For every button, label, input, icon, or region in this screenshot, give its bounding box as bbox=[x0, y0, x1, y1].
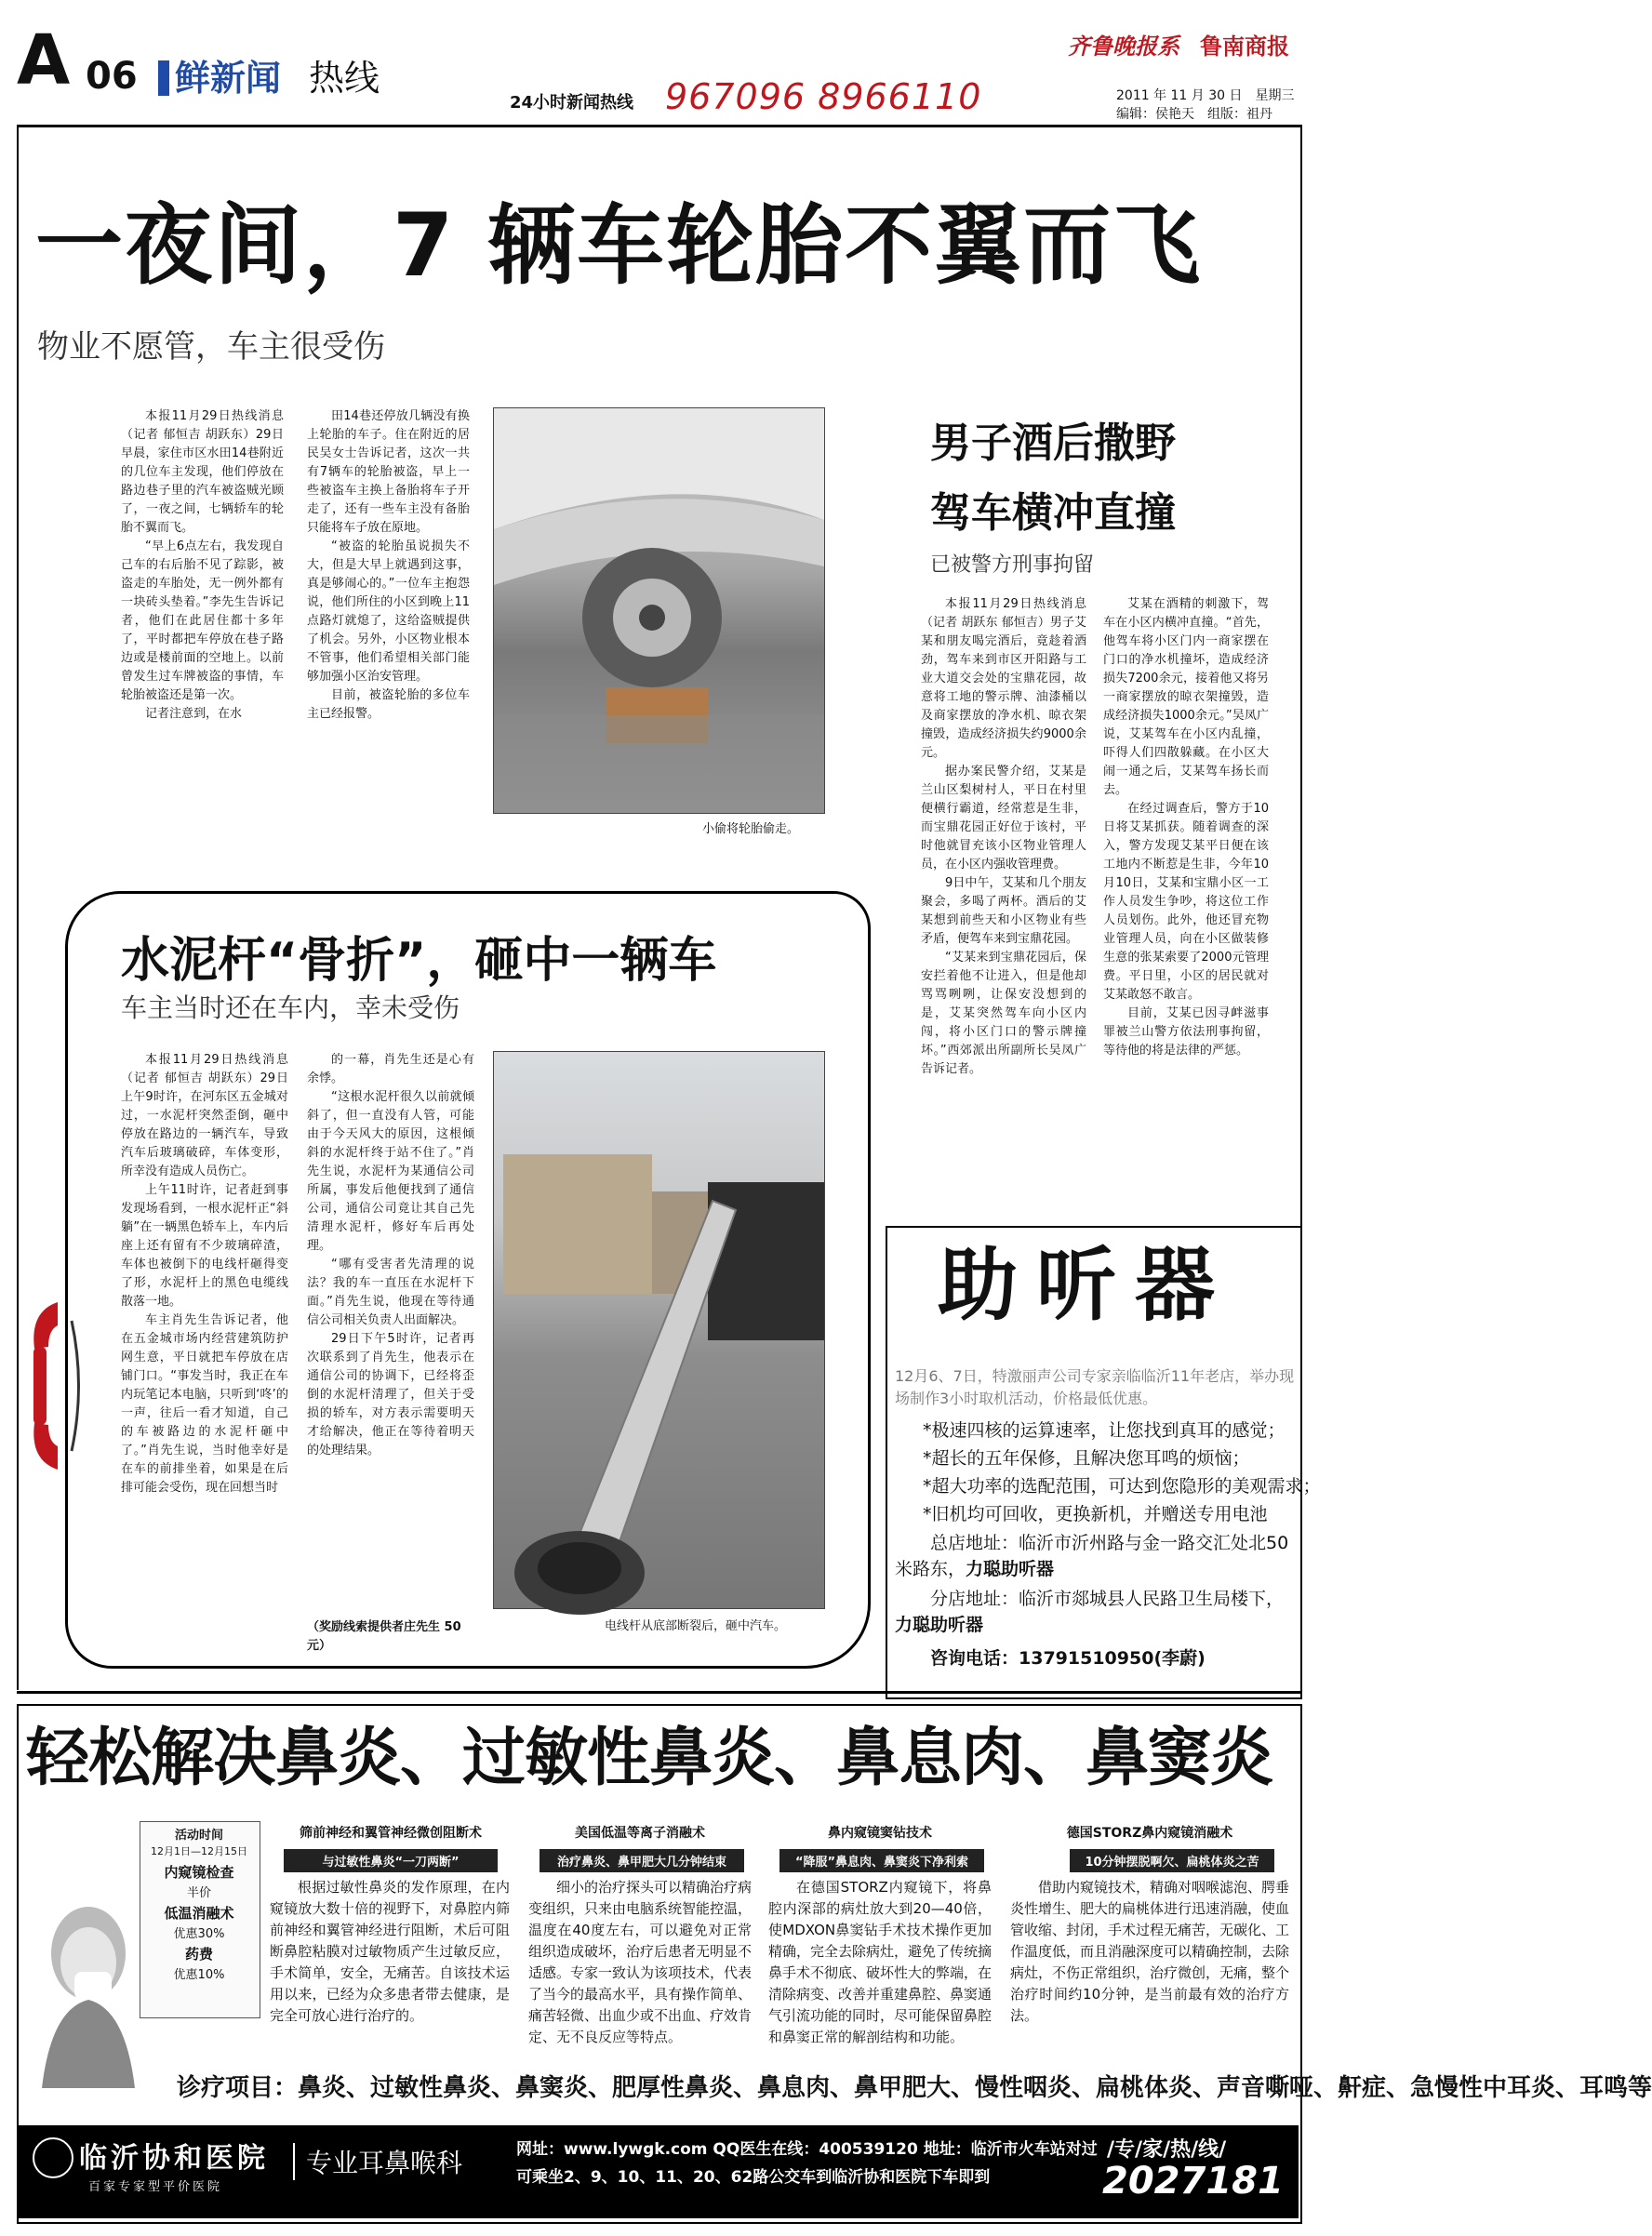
brand-left: 齐鲁晚报系 bbox=[1068, 33, 1179, 60]
services-list: 鼻炎、过敏性鼻炎、鼻窦炎、肥厚性鼻炎、鼻息肉、鼻甲肥大、慢性咽炎、扁桃体炎、声音嘶哑、鼾症、急慢性中耳炎、耳鸣等 bbox=[298, 2074, 1652, 2102]
hearing-ad-phone bbox=[930, 1644, 1206, 1670]
story1-photo-caption: 小偷将轮胎偷走。 bbox=[702, 822, 800, 836]
technique3-text bbox=[768, 1877, 992, 2063]
hospital-slogan: 百家专家型平价医院 bbox=[88, 2180, 223, 2194]
story3-col2 bbox=[307, 1051, 474, 1460]
paragraph: 记者注意到，在水 bbox=[145, 707, 243, 721]
paragraph: “哪有受害者先清理的说法？我的车一直压在水泥杆下面。”肖先生说，他现在等待通信公司相关负责人出面解决。 bbox=[307, 1258, 474, 1327]
story2-col1 bbox=[921, 595, 1086, 1079]
paragraph: 目前，艾某已因寻衅滋事罪被兰山警方依法刑事拘留，等待他的将是法律的严惩。 bbox=[1103, 1006, 1269, 1058]
promo-item3: 药费 bbox=[184, 1946, 213, 1963]
paragraph: 据办案民警介绍，艾某是兰山区梨树村人，平日在村里便横行霸道，经常惹是生非，而宝鼎花园正好位于该村，平时他就冒充该小区物业管理人员，在小区内强收管理费。 bbox=[921, 765, 1086, 872]
technique4-tagline: 10分钟摆脱啊欠、扁桃体炎之苦 bbox=[1070, 1849, 1274, 1872]
technique2-title: 美国低温等离子消融术 bbox=[575, 1826, 705, 1841]
paragraph: 9日中午，艾某和几个朋友聚会，多喝了两杯。酒后的艾某想到前些天和小区物业有些矛盾，便驾车来到宝鼎花园。 bbox=[921, 876, 1086, 946]
story3-credit: （奖励线索提供者庄先生 50 元） bbox=[307, 1620, 461, 1653]
technique2-text bbox=[528, 1877, 752, 2063]
paragraph: “被盗的轮胎虽说损失不大，但是大早上就遇到这事，真是够闹心的。”一位车主抱怨说，他们所住的小区到晚上11点路灯就熄了，这给盗贼提供了机会。另外，小区物业根本不管事，他们希望相关部门能够加强小区治安管理。 bbox=[307, 539, 470, 684]
hearing-ad-bullets bbox=[923, 1417, 1321, 1528]
store2-addr: 临沂市郯城县人民路卫生局楼下， bbox=[1019, 1589, 1285, 1609]
technique1-text bbox=[270, 1877, 510, 2063]
phone-icon bbox=[20, 1293, 95, 1479]
paragraph: 根据过敏性鼻炎的发作原理，在内窥镜放大数十倍的视野下，对鼻腔内筛前神经和翼管神经进行阻断，术后可阻断鼻腔粘膜对过敏物质产生过敏反应，手术简单，安全，无痛苦。自该技术运用以来，已经为众多患者带去健康，是完全可放心进行治疗的。 bbox=[270, 1879, 510, 2024]
website-line: 网址：www.lywgk.com QQ医生在线：400539120 地址：临沂市火车站对过 bbox=[516, 2140, 1098, 2159]
technique4-title: 德国STORZ鼻内窥镜消融术 bbox=[1066, 1826, 1233, 1841]
promo-item1-price: 半价 bbox=[186, 1886, 211, 1900]
hearing-ad-store1 bbox=[895, 1530, 1290, 1582]
hospital-logo-icon bbox=[33, 2137, 73, 2178]
story3-subhead: 车主当时还在车内，幸未受伤 bbox=[121, 992, 460, 1023]
story1-col2 bbox=[307, 407, 470, 724]
page-letter: A bbox=[17, 20, 71, 100]
page-number: 06 bbox=[86, 55, 138, 98]
promo-item1: 内窥镜检查 bbox=[164, 1864, 234, 1881]
services-line bbox=[177, 2069, 1652, 2103]
paragraph: 田14巷还停放几辆没有换上轮胎的车子。住在附近的居民吴女士告诉记者，这次一共有7辆车的轮胎被盗，早上一些被盗车主换上备胎将车子开走了，还有一些车主没有备胎只能将车子放在原地。 bbox=[307, 409, 470, 535]
hearing-ad-store2 bbox=[895, 1586, 1290, 1638]
paragraph: 目前，被盗轮胎的多位车主已经报警。 bbox=[307, 688, 470, 721]
bullet-item: *超大功率的选配范围，可达到您隐形的美观需求； bbox=[923, 1476, 1321, 1497]
paragraph: “这根水泥杆很久以前就倾斜了，但一直没有人管，可能由于今天风大的原因，这根倾斜的水泥杆终于站不住了。”肖先生说，水泥杆为某通信公司所属，事发后他便找到了通信公司，通信公司竟让其自己先清理水泥杆，修好车后再处理。 bbox=[307, 1090, 474, 1253]
technique3-title: 鼻内窥镜窦钻技术 bbox=[828, 1826, 932, 1841]
paragraph: 上午11时许，记者赶到事发现场看到，一根水泥杆正“斜躺”在一辆黑色轿车上，车内后座上还有留有不少玻璃碎渣，车体也被倒下的电线杆砸得变了形，水泥杆上的黑色电缆线散落一地。 bbox=[121, 1183, 288, 1309]
phone-label: 咨询电话： bbox=[930, 1648, 1019, 1669]
woman-sneezing-image bbox=[23, 1897, 153, 2088]
store1-name: 力聪助听器 bbox=[966, 1559, 1055, 1579]
store1-addr: 临沂市沂州路与金一路交汇处北50米路东， bbox=[895, 1533, 1289, 1579]
promo-title: 活动时间 bbox=[174, 1829, 223, 1843]
hotline-label: 24小时新闻热线 bbox=[510, 93, 634, 113]
story1-headline: 一夜间，7 辆车轮胎不翼而飞 bbox=[35, 195, 1203, 297]
brand-right: 鲁南商报 bbox=[1200, 33, 1289, 60]
section-divider bbox=[17, 1691, 1302, 1694]
services-label: 诊疗项目： bbox=[177, 2074, 299, 2102]
promo-item2: 低温消融术 bbox=[164, 1905, 234, 1922]
story2-col2 bbox=[1103, 595, 1269, 1060]
hearing-ad-intro-text: 12月6、7日，特激丽声公司专家亲临临沂11年老店，举办现场制作3小时取机活动，价格最低优惠。 bbox=[895, 1367, 1295, 1407]
store2-name: 力聪助听器 bbox=[895, 1615, 984, 1635]
paragraph: 本报11月29日热线消息（记者 郁恒吉 胡跃东）29日早晨，家住市区水田14巷附近的几位车主发现，他们停放在路边巷子里的汽车被盗贼光顾了，一夜之间，七辆轿车的轮胎不翼而飞。 bbox=[121, 409, 284, 535]
story1-col1 bbox=[121, 407, 284, 724]
expert-hotline-label: /专/家/热/线/ bbox=[1107, 2138, 1227, 2162]
hotline-numbers: 967096 8966110 bbox=[665, 76, 982, 117]
tire-scene-image bbox=[494, 408, 824, 813]
paragraph: 借助内窥镜技术，精确对咽喉滤泡、腭垂炎性增生、肥大的扁桃体进行迅速消融，使血管收缩、封闭，手术过程无痛苦，无碳化、工作温度低，而且消融深度可以精确控制，去除病灶，不伤正常组织，治疗微创，无痛，整个治疗时间约10分钟，是当前最有效的治疗方法。 bbox=[1010, 1879, 1290, 2024]
phone-number: 13791510950(李蔚) bbox=[1019, 1648, 1206, 1669]
technique3-tagline: “降服”鼻息肉、鼻窦炎下净利索 bbox=[779, 1849, 984, 1872]
technique1-title: 筛前神经和翼管神经微创阻断术 bbox=[300, 1826, 482, 1841]
bus-line: 可乘坐2、9、10、11、20、62路公交车到临沂协和医院下车即到 bbox=[516, 2168, 991, 2187]
bullet-item: *旧机均可回收，更换新机，并赠送专用电池 bbox=[923, 1504, 1268, 1524]
paragraph: 艾某在酒精的刺激下，驾车在小区内横冲直撞。“首先，他驾车将小区门内一商家摆在门口的净水机撞坏，造成经济损失7200余元，接着他又将另一商家摆放的晾衣架撞毁，造成经济损失1000余元。”吴凤广说，艾某驾车在小区内乱撞，吓得人们四散躲藏。在小区大闹一通之后，艾某驾车扬长而去。 bbox=[1103, 597, 1269, 797]
hospital-name: 临沂协和医院 bbox=[79, 2142, 269, 2175]
hearing-ad-title: 助听器 bbox=[938, 1239, 1233, 1332]
paragraph: 的一幕，肖先生还是心有余悸。 bbox=[307, 1053, 474, 1085]
story3-headline: 水泥杆“骨折”，砸中一辆车 bbox=[121, 933, 717, 989]
story3-photo-caption: 电线杆从底部断裂后，砸中汽车。 bbox=[605, 1619, 787, 1633]
paragraph: 本报11月29日热线消息（记者 郁恒吉 胡跃东）29日上午9时许，在河东区五金城对过，一水泥杆突然歪倒，砸中停放在路边的一辆汽车，导致汽车后玻璃破碎，车体变形，所幸没有造成人员伤亡。 bbox=[121, 1053, 288, 1178]
story2-headline2: 驾车横冲直撞 bbox=[930, 489, 1176, 537]
bullet-item: *极速四核的运算速率，让您找到真耳的感觉； bbox=[923, 1420, 1286, 1441]
paragraph: 细小的治疗探头可以精确治疗病变组织，只来由电脑系统智能控温，温度在40度左右，可以避免对正常组织造成破坏，治疗后患者无明显不适感。专家一致认为该项技术，代表了当今的最高水平，具有操作简单、痛苦轻微、出血少或不出血、疗效肯定、无不良反应等特点。 bbox=[528, 1879, 753, 2045]
promo-item2-price: 优惠30% bbox=[173, 1927, 225, 1941]
story1-subhead: 物业不愿管，车主很受伤 bbox=[37, 328, 385, 366]
specialty: 专业耳鼻喉科 bbox=[293, 2143, 462, 2180]
promo-date: 12月1日—12月15日 bbox=[151, 1845, 247, 1857]
paragraph: 在德国STORZ内窥镜下，将鼻腔内深部的病灶放大到20—40倍，使MDXON鼻窦钻手术技术操作更加精确，完全去除病灶，避免了传统摘鼻手术不彻底、破坏性大的弊端，在清除病变、改善并重建鼻腔、鼻窦通气引流功能的同时，尽可能保留鼻腔和鼻窦正常的解剖结构和功能。 bbox=[768, 1879, 993, 2045]
expert-hotline: 2027181 bbox=[1102, 2160, 1284, 2203]
store2-label: 分店地址： bbox=[930, 1589, 1019, 1609]
paragraph: “艾某来到宝鼎花园后，保安拦着他不让进入，但是他却骂骂咧咧，让保安没想到的是，艾某突然驾车向小区内闯，将小区门口的警示牌撞坏。”西郊派出所副所长吴凤广告诉记者。 bbox=[921, 951, 1086, 1076]
paragraph: “早上6点左右，我发现自己车的右后胎不见了踪影，被盗走的车胎处，无一例外都有一块砖头垫着。”李先生告诉记者，他们在此居住都十多年了，平时都把车停放在巷子路边或是楼前面的空地上。以前曾发生过车牌被盗的事情，车轮胎被盗还是第一次。 bbox=[121, 539, 284, 702]
paragraph: 29日下午5时许，记者再次联系到了肖先生，他表示在通信公司的协调下，已经将歪倒的水泥杆清理了，但关于受损的轿车，对方表示需要明天才给解决，他正在等待着明天的处理结果。 bbox=[307, 1332, 474, 1457]
story3-col1 bbox=[121, 1051, 288, 1497]
technique1-tagline: 与过敏性鼻炎“一刀两断” bbox=[284, 1849, 498, 1872]
technique2-tagline: 治疗鼻炎、鼻甲肥大几分钟结束 bbox=[540, 1849, 744, 1872]
paragraph: 本报11月29日热线消息（记者 胡跃东 郁恒吉）男子艾某和朋友喝完酒后，竟趁着酒劲，驾车来到市区开阳路与工业大道交会处的宝鼎花园，故意将工地的警示牌、油漆桶以及商家摆放的净水机、晾衣架撞毁，造成经济损失约9000余元。 bbox=[921, 597, 1086, 760]
technique4-text bbox=[1010, 1877, 1289, 2063]
story1-photo bbox=[493, 407, 825, 814]
story2-subhead: 已被警方刑事拘留 bbox=[930, 553, 1095, 577]
nose-ad-headline: 轻松解决鼻炎、过敏性鼻炎、鼻息肉、鼻窦炎 bbox=[26, 1721, 1273, 1795]
promo-item3-price: 优惠10% bbox=[173, 1968, 225, 1982]
hearing-ad-intro bbox=[895, 1365, 1295, 1410]
section-sub: 热线 bbox=[309, 58, 380, 99]
paragraph: 车主肖先生告诉记者，他在五金城市场内经营建筑防护网生意，平日就把车停放在店铺门口。“事发当时，我正在车内玩笔记本电脑，只听到‘咚’的一声，往后一看才知道，自己的车被路边的水泥杆砸中了。”肖先生说，当时他幸好是在车的前排坐着，如果是在后排可能会受伤，现在回想当时 bbox=[121, 1313, 288, 1495]
pole-scene-image bbox=[494, 1052, 824, 1608]
paragraph: 在经过调查后，警方于10日将艾某抓获。随着调查的深入，警方发现艾某平日便在该工地内不断惹是生非，今年10月10日，艾某和宝鼎小区一工作人员发生争吵，将这位工作人员划伤。此外，他还冒充物业管理人员，向在小区做装修生意的张某索要了2000元管理费。平日里，小区的居民就对艾某敢怒不敢言。 bbox=[1103, 802, 1269, 1002]
bullet-item: *超长的五年保修，且解决您耳鸣的烦恼； bbox=[923, 1448, 1250, 1469]
section-logo bbox=[158, 60, 169, 96]
story3-photo bbox=[493, 1051, 825, 1609]
section-name: 鲜新闻 bbox=[175, 58, 282, 99]
store1-label: 总店地址： bbox=[930, 1533, 1019, 1553]
date-line: 2011 年 11 月 30 日 星期三 bbox=[1116, 88, 1295, 103]
story2-headline: 男子酒后撒野 bbox=[930, 419, 1176, 467]
editor-line: 编辑：侯艳天 组版：祖丹 bbox=[1116, 107, 1272, 122]
